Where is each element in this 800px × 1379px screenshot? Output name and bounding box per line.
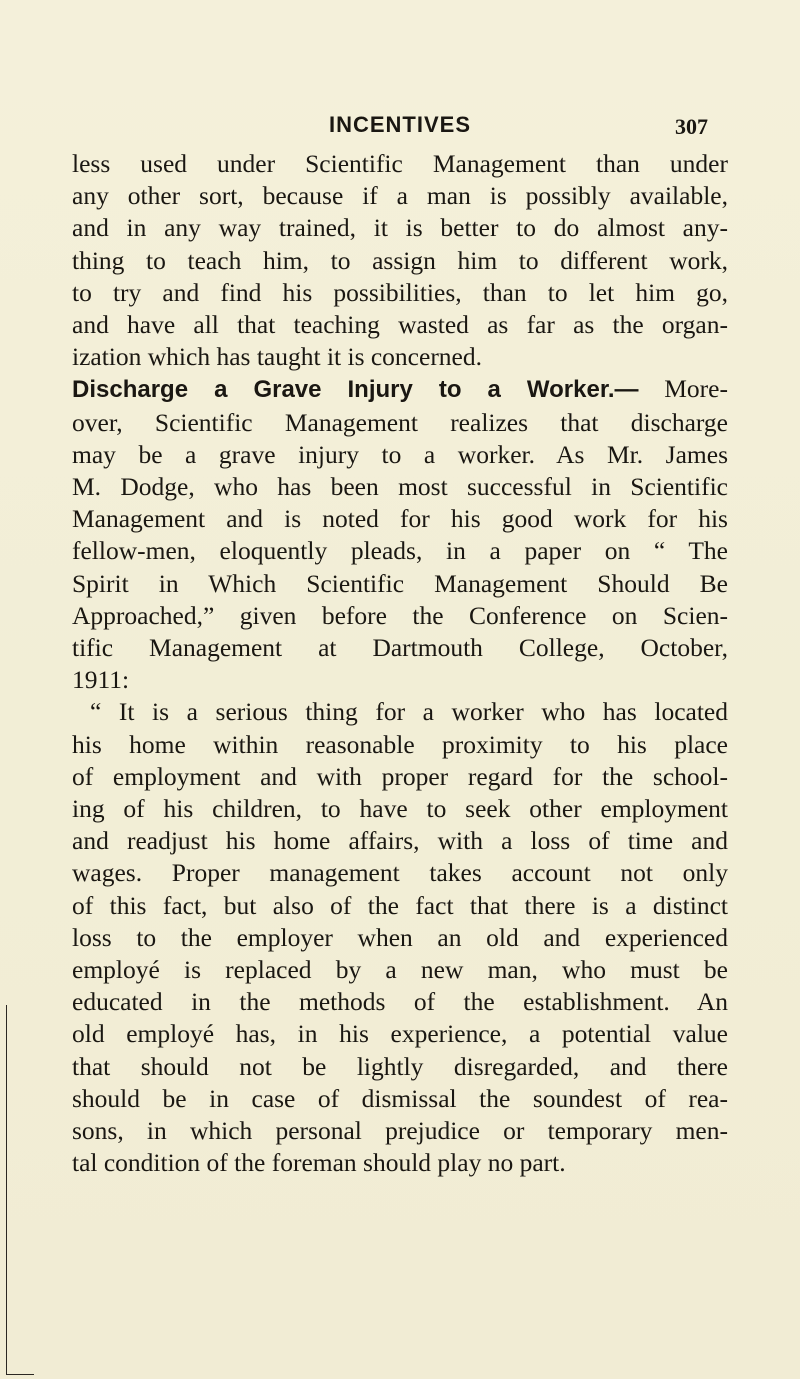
text-line: and have all that teaching wasted as far as the organ-: [72, 310, 728, 340]
quote-line: his home within reasonable proximity to his place: [72, 729, 728, 759]
quote-line: sons, in which personal prejudice or temporary men-: [72, 1116, 728, 1146]
text-line: ization which has taught it is concerned.: [72, 342, 483, 372]
text-line: Spirit in Which Scientific Management Should Be: [72, 568, 728, 598]
quote-line: employé is replaced by a new man, who must be: [72, 955, 728, 985]
section-heading-continuation: More-: [638, 374, 728, 404]
quote-line: of employment and with proper regard for the school-: [72, 761, 728, 791]
section-heading: Discharge a Grave Injury to a Worker.—: [72, 376, 639, 404]
scan-margin-foot: [6, 1374, 34, 1375]
quote-line: should be in case of dismissal the soundest of rea-: [72, 1083, 728, 1113]
text-line: over, Scientific Management realizes that discharge: [72, 407, 728, 437]
quote-line: that should not be lightly disregarded, and there: [72, 1051, 728, 1081]
quote-line: old employé has, in his experience, a potential value: [72, 1019, 728, 1049]
quote-line: educated in the methods of the establishment. An: [72, 987, 728, 1017]
quote-line: “ It is a serious thing for a worker who has located: [90, 697, 728, 727]
text-line: may be a grave injury to a worker. As Mr. James: [72, 439, 728, 469]
quote-line: of this fact, but also of the fact that there is a distinct: [72, 890, 728, 920]
text-line: 1911:: [72, 665, 130, 695]
text-line: Management and is noted for his good work for his: [72, 504, 728, 534]
page-number: 307: [675, 114, 708, 139]
text-line: to try and find his possibilities, than to let him go,: [72, 277, 728, 307]
running-head: INCENTIVES: [328, 112, 472, 137]
text-line: and in any way trained, it is better to do almost any-: [72, 213, 728, 243]
text-line: less used under Scientific Management than under: [72, 149, 728, 178]
text-line: fellow-men, eloquently pleads, in a paper on “ The: [72, 536, 728, 566]
text-line: tific Management at Dartmouth College, October,: [72, 633, 728, 663]
text-line: M. Dodge, who has been most successful in Scientific: [72, 472, 728, 502]
quote-line: tal condition of the foreman should play no part.: [72, 1148, 566, 1178]
text-line: any other sort, because if a man is possibly available,: [72, 181, 728, 211]
section-heading-line: [72, 373, 728, 406]
quote-line: and readjust his home affairs, with a loss of time and: [72, 826, 728, 856]
body-text: [72, 148, 728, 1180]
page-header: [0, 112, 800, 142]
quote-line: ing of his children, to have to seek other employment: [72, 794, 728, 824]
scan-margin-rule: [6, 1005, 7, 1375]
quote-line: loss to the employer when an old and experienced: [72, 922, 728, 952]
text-line: thing to teach him, to assign him to different work,: [72, 245, 728, 275]
quote-line: wages. Proper management takes account not only: [72, 858, 728, 888]
text-line: Approached,” given before the Conference on Scien-: [72, 600, 728, 630]
